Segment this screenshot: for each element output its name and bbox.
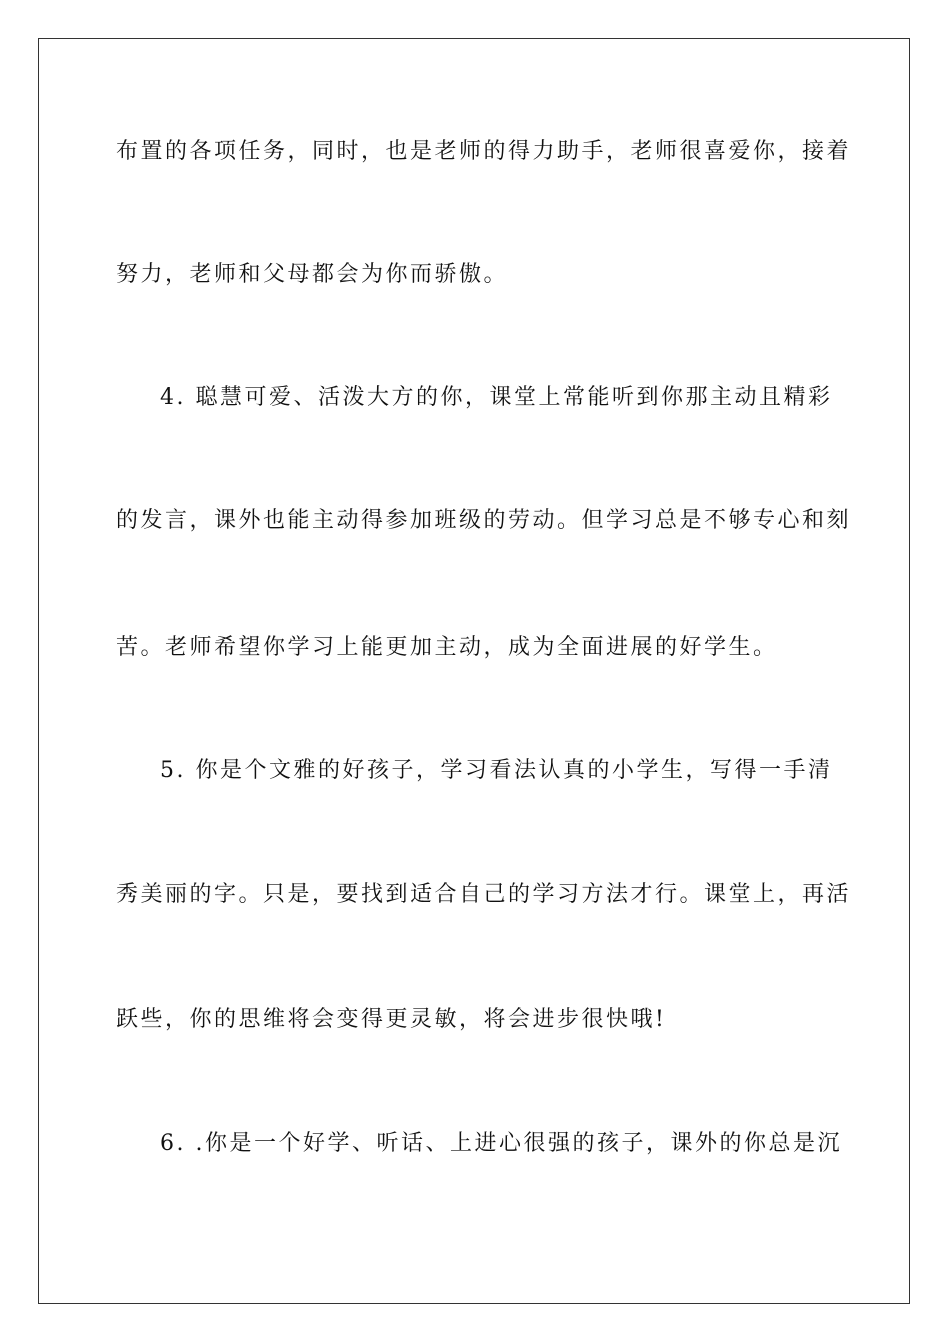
text-line: 努力，老师和父母都会为你而骄傲。	[116, 262, 509, 287]
paragraph-5-start: 5. 你是个文雅的好孩子，学习看法认真的小学生，写得一手清	[160, 758, 833, 783]
text-line: 跃些，你的思维将会变得更灵敏，将会进步很快哦!	[116, 1007, 667, 1032]
text-line: 的发言，课外也能主动得参加班级的劳动。但学习总是不够专心和刻	[116, 508, 852, 533]
text-line: 苦。老师希望你学习上能更加主动，成为全面进展的好学生。	[116, 635, 778, 660]
text-line: 布置的各项任务，同时，也是老师的得力助手，老师很喜爱你，接着	[116, 139, 852, 164]
text-line: 秀美丽的字。只是，要找到适合自己的学习方法才行。课堂上，再活	[116, 882, 852, 907]
page-frame	[38, 38, 910, 1304]
paragraph-4-start: 4. 聪慧可爱、活泼大方的你，课堂上常能听到你那主动且精彩	[160, 385, 833, 410]
paragraph-6-start: 6. .你是一个好学、听话、上进心很强的孩子，课外的你总是沉	[160, 1131, 842, 1156]
